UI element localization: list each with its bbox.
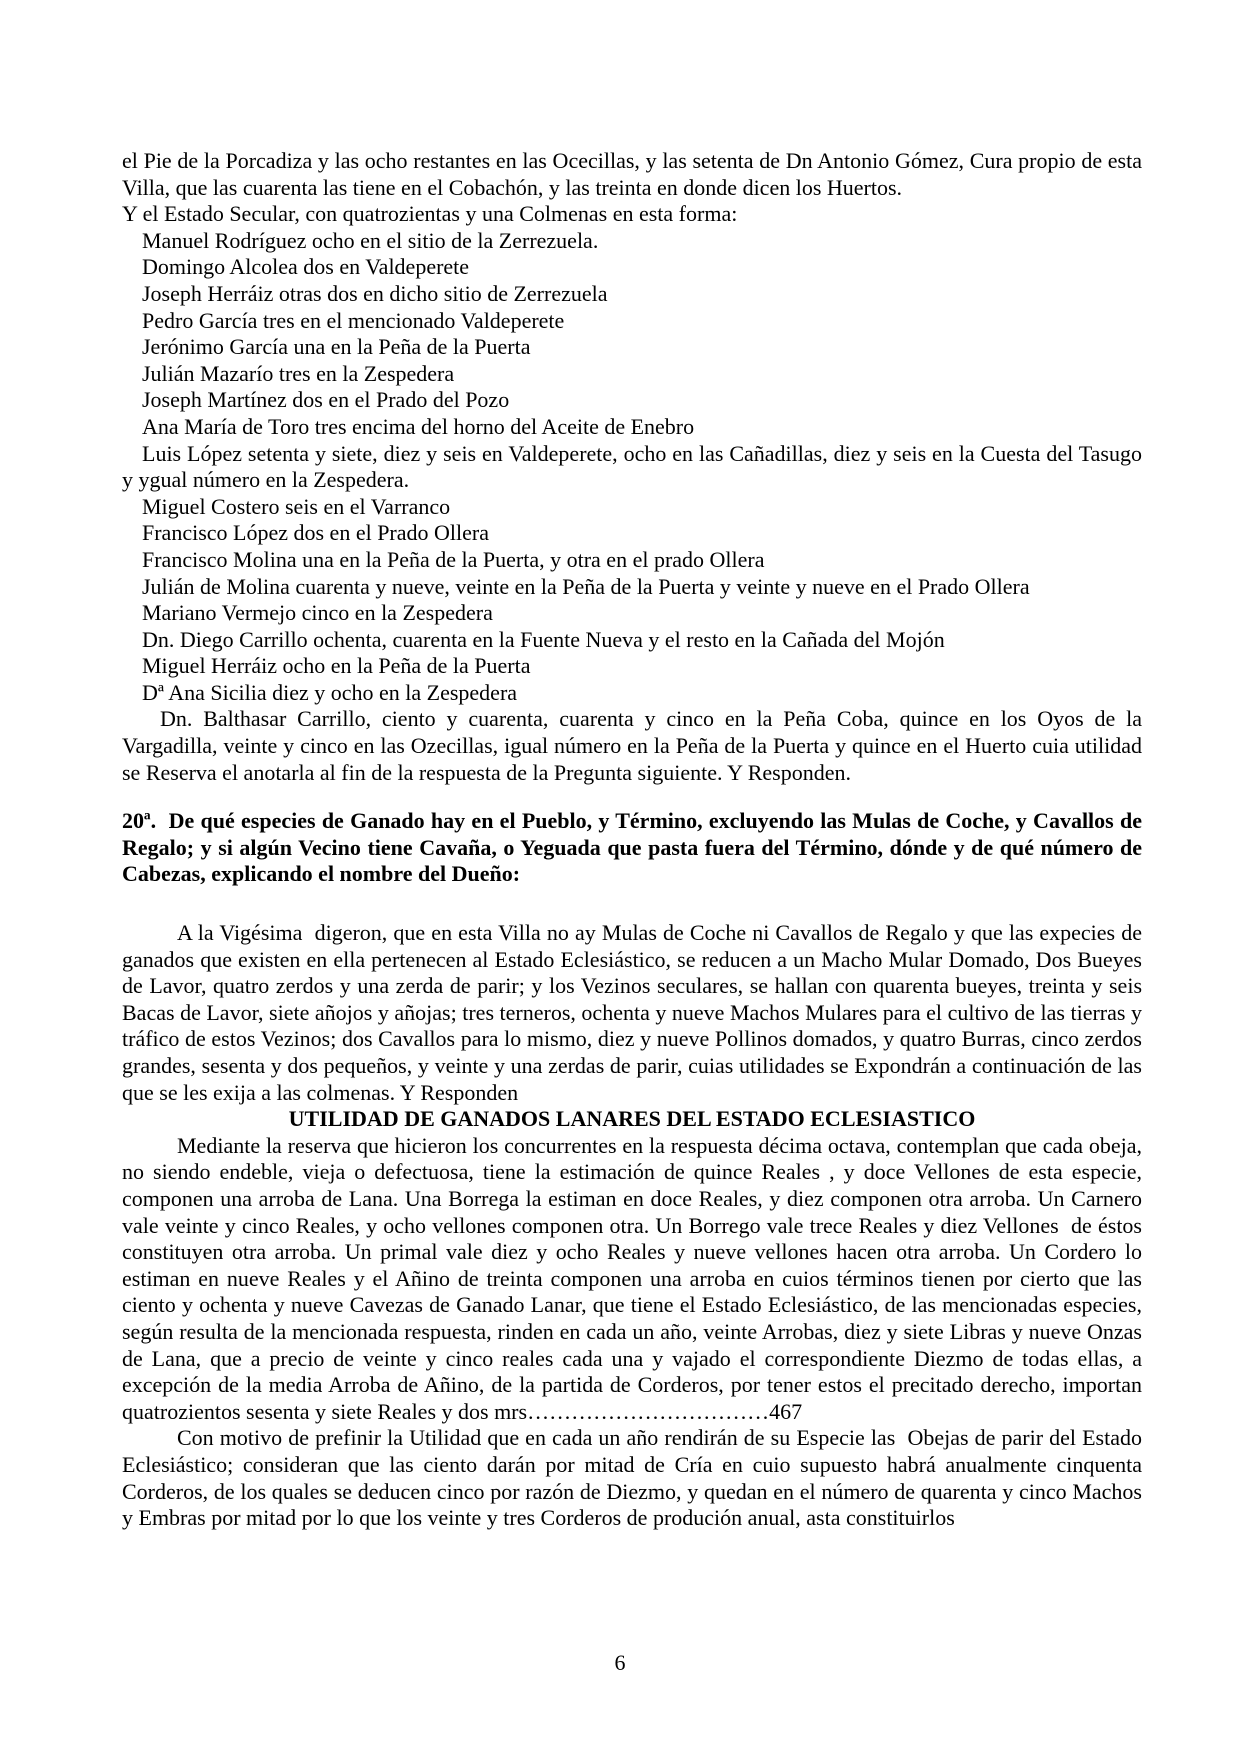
colmena-entry: Dª Ana Sicilia diez y ocho en la Zespedera <box>142 679 518 705</box>
paragraph-answer-20: A la Vigésima digeron, que en esta Villa no ay Mulas de Coche ni Cavallos de Regalo y que las expecies de ganados que existen en ella pertenecen al Estado Eclesiástico, se reducen a un Macho Mular Domado, Dos Bueyes de Lavor, quatro zerdos y una zerda de parir; y los Vezinos seculares, se hallan con quarenta bueyes, treinta y seis Bacas de Lavor, siete añojos y añojas; tres terneros, ochenta y nueve Machos Mulares para el cultivo de las tierras y tráfico de estos Vezinos; dos Cavallos para lo mismo, diez y nueve Pollinos domados, y quatro Burras, cinco zerdos grandes, sesenta y dos pequeños, y veinte y una zerdas de parir, cuias utilidades se Expondrán a continuación de las que se les exija a las colmenas. Y Responden <box>122 920 1142 1105</box>
colmena-entry: Miguel Herráiz ocho en la Peña de la Puerta <box>142 653 531 679</box>
colmena-entry: Mariano Vermejo cinco en la Zespedera <box>142 600 493 626</box>
heading-question-20: 20ª. De qué especies de Ganado hay en el Pueblo, y Término, excluyendo las Mulas de Coche, y Cavallos de Regalo; y si algún Vecino tiene Cavaña, o Yeguada que pasta fuera del Término, dónde y de qué número de Cabezas, explicando el nombre del Dueño: <box>122 808 1142 887</box>
colmena-entry: Francisco Molina una en la Peña de la Puerta, y otra en el prado Ollera <box>142 546 765 572</box>
colmena-entry: Manuel Rodríguez ocho en el sitio de la Zerrezuela. <box>142 227 599 253</box>
colmena-entry: Pedro García tres en el mencionado Valdeperete <box>142 307 565 333</box>
colmena-entry: Joseph Martínez dos en el Prado del Pozo <box>142 387 510 413</box>
colmena-entry: Domingo Alcolea dos en Valdeperete <box>142 254 470 280</box>
paragraph-balthasar: Dn. Balthasar Carrillo, ciento y cuarenta, cuarenta y cinco en la Peña Coba, quince en los Oyos de la Vargadilla, veinte y cinco en las Ozecillas, igual número en la Peña de la Puerta y quince en el Huerto cuia utilidad se Reserva el anotarla al fin de la respuesta de la Pregunta siguiente. Y Responden. <box>122 706 1142 785</box>
colmena-entry: Julián Mazarío tres en la Zespedera <box>142 360 455 386</box>
colmena-entry: Joseph Herráiz otras dos en dicho sitio de Zerrezuela <box>142 280 608 306</box>
page-number: 6 <box>614 1650 626 1675</box>
colmenas-list <box>122 228 1142 707</box>
paragraph-con-motivo: Con motivo de prefinir la Utilidad que en cada un año rendirán de su Especie las Obejas de parir del Estado Eclesiástico; consideran que las ciento darán por mitad de Cría en cuio supuesto habrá anualmente cinquenta Corderos, de los quales se deducen cinco por razón de Diezmo, y quedan en el número de quarenta y cinco Machos y Embras por mitad por lo que los veinte y tres Corderos de produción anual, asta constituirlos <box>122 1425 1142 1531</box>
paragraph-utilidad-lanares: Mediante la reserva que hicieron los concurrentes en la respuesta décima octava, contemplan que cada obeja, no siendo endeble, vieja o defectuosa, tiene la estimación de quince Reales , y doce Vellones de esta especie, componen una arroba de Lana. Una Borrega la estiman en doce Reales, y diez componen otra arroba. Un Carnero vale veinte y cinco Reales, y ocho vellones componen otra. Un Borrego vale trece Reales y diez Vellones de éstos constituyen otra arroba. Un primal vale diez y ocho Reales y nueve vellones hacen otra arroba. Un Cordero lo estiman en nueve Reales y el Añino de treinta componen una arroba en cuios términos tienen por cierto que las ciento y ochenta y nueve Cavezas de Ganado Lanar, que tiene el Estado Eclesiástico, de las mencionadas especies, según resulta de la mencionada respuesta, rinden en cada un año, veinte Arrobas, diez y siete Libras y nueve Onzas de Lana, que a precio de veinte y cinco reales cada una y vajado el correspondiente Diezmo de todas ellas, a excepción de la media Arroba de Añino, de la partida de Corderos, por tener estos el precitado derecho, importan quatrozientos sesenta y siete Reales y dos mrs……………………………467 <box>122 1132 1142 1424</box>
heading-utilidad-ganados: UTILIDAD DE GANADOS LANARES DEL ESTADO ECLESIASTICO <box>288 1106 976 1132</box>
line-estado-secular: Y el Estado Secular, con quatrozientas y una Colmenas en esta forma: <box>122 201 738 227</box>
colmena-entry: Ana María de Toro tres encima del horno del Aceite de Enebro <box>142 413 695 439</box>
colmena-entry: Luis López setenta y siete, diez y seis en Valdeperete, ocho en las Cañadillas, diez y seis en la Cuesta del Tasugo y ygual número en la Zespedera. <box>122 440 1142 493</box>
colmena-entry: Julián de Molina cuarenta y nueve, veinte en la Peña de la Puerta y veinte y nueve en el Prado Ollera <box>142 573 1030 599</box>
colmena-entry: Jerónimo García una en la Peña de la Puerta <box>142 334 531 360</box>
colmena-entry: Miguel Costero seis en el Varranco <box>142 493 451 519</box>
colmena-entry: Dn. Diego Carrillo ochenta, cuarenta en la Fuente Nueva y el resto en la Cañada del Mojón <box>142 626 945 652</box>
colmena-entry: Francisco López dos en el Prado Ollera <box>142 520 489 546</box>
paragraph-continuation: el Pie de la Porcadiza y las ocho restantes en las Ocecillas, y las setenta de Dn Antonio Gómez, Cura propio de esta Villa, que las cuarenta las tiene en el Cobachón, y las treinta en donde dicen los Huertos. <box>122 148 1142 200</box>
